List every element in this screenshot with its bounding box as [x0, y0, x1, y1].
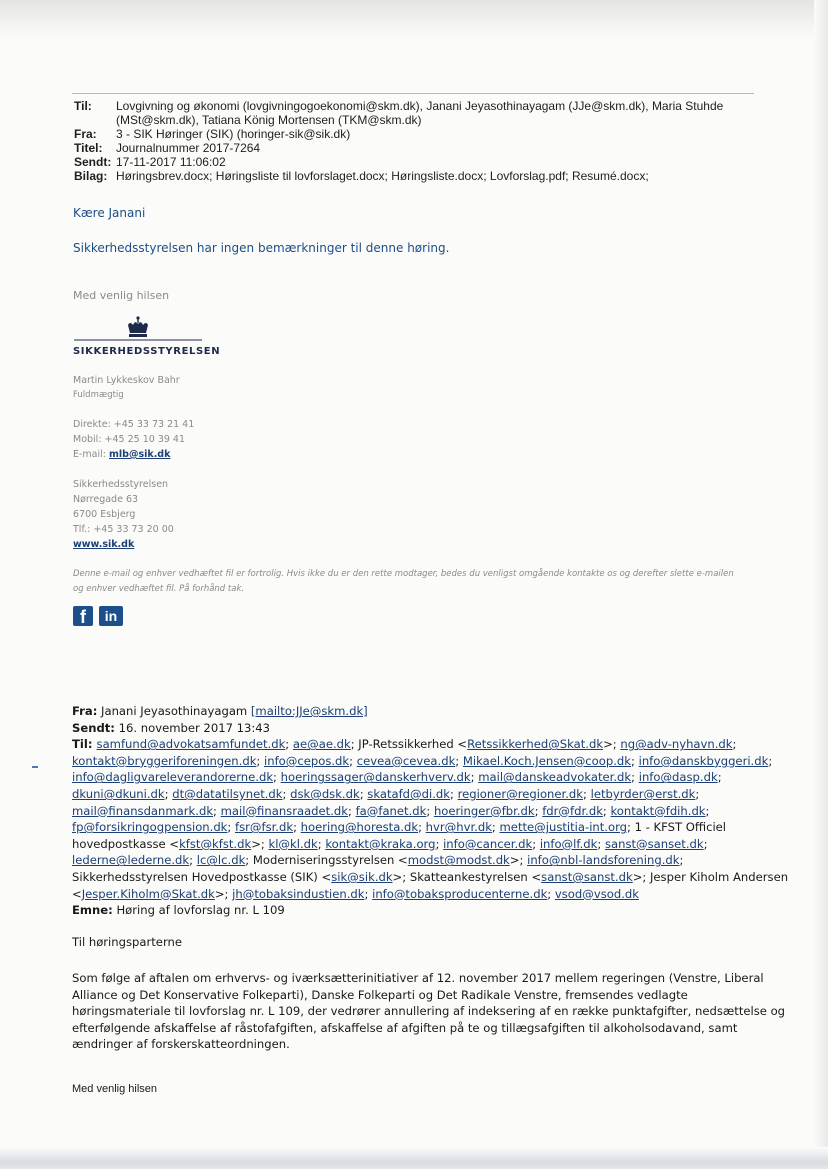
- fw-from-row: [72, 703, 762, 720]
- recipient-text: >;: [251, 836, 269, 851]
- recipient-text: ;: [449, 786, 458, 801]
- signature-direct: Direkte: +45 33 73 21 41: [73, 419, 195, 430]
- signature-name: Martin Lykkeskov Bahr: [73, 375, 180, 386]
- signature-org: Sikkerhedsstyrelsen: [73, 479, 169, 490]
- signature-web-row: [73, 537, 134, 552]
- recipient-text: ;: [164, 786, 173, 801]
- recipient-email-link[interactable]: modst@modst.dk: [407, 853, 510, 868]
- signature-email-link[interactable]: mlb@sik.dk: [109, 449, 171, 460]
- recipient-text: ;: [364, 886, 373, 901]
- scan-shadow-right: [814, 0, 828, 1169]
- recipient-email-link[interactable]: dkuni@dkuni.dk: [72, 786, 165, 801]
- recipient-email-link[interactable]: Retssikkerhed@Skat.dk: [467, 737, 604, 752]
- fw-body-line: ændringer af forskerskatteordningen.: [72, 1037, 290, 1052]
- fw-body-line: Som følge af aftalen om erhvervs- og iværksætterinitiativer af 12. november 2017 mellem regeringen (Venstre, Liberal: [72, 971, 764, 985]
- recipient-email-link[interactable]: info@dasp.dk: [638, 770, 718, 785]
- signature-city: 6700 Esbjerg: [73, 509, 136, 520]
- recipient-email-link[interactable]: info@cepos.dk: [264, 753, 350, 768]
- recipient-email-link[interactable]: lc@lc.dk: [196, 853, 246, 868]
- fw-to-line: [72, 819, 762, 836]
- recipient-text: ;: [717, 770, 722, 785]
- reply-statement: Sikkerhedsstyrelsen har ingen bemærkninger til denne høring.: [73, 241, 450, 255]
- recipient-text: ;: [547, 886, 555, 901]
- recipient-text: >;: [509, 853, 528, 868]
- recipient-text: hovedpostkasse <: [72, 836, 180, 851]
- recipient-email-link[interactable]: info@cancer.dk: [443, 836, 533, 851]
- recipient-text: ;: [359, 786, 368, 801]
- recipient-email-link[interactable]: mail@finansdanmark.dk: [72, 803, 214, 818]
- fw-to-line: [72, 753, 773, 770]
- fw-body-line: høringsmateriale til lovforslag nr. L 109, der vedrører annullering af indeksering af en række punktafgifter, nedsættelse og: [72, 1004, 786, 1019]
- recipient-text: >;: [603, 737, 621, 752]
- recipient-email-link[interactable]: vsod@vsod.dk: [554, 886, 639, 901]
- recipient-email-link[interactable]: kfst@kfst.dk: [179, 836, 252, 851]
- scan-mark: [32, 766, 38, 768]
- recipient-email-link[interactable]: lederne@lederne.dk: [72, 853, 190, 868]
- recipient-email-link[interactable]: regioner@regioner.dk: [457, 786, 583, 801]
- recipient-text: ;: [293, 820, 301, 835]
- recipient-email-link[interactable]: kontakt@fdih.dk: [610, 803, 706, 818]
- scan-shadow-top: [0, 0, 828, 40]
- recipient-text: ;: [426, 803, 434, 818]
- reply-salutation: Kære Janani: [73, 206, 146, 220]
- recipient-text: ; 1 - KFST Officiel: [627, 820, 727, 835]
- recipient-text: ;: [631, 753, 639, 768]
- recipient-text: ;: [695, 786, 700, 801]
- recipient-email-link[interactable]: samfund@advokatsamfundet.dk: [96, 737, 286, 752]
- confidentiality-disclaimer: Denne e-mail og enhver vedhæftet fil er fortrolig. Hvis ikke du er den rette modtager, bedes du venligst omgående kontakte os og derefter slette e-mailen og enhver vedhæftet fil. På forhånd tak.: [73, 569, 734, 594]
- recipient-text: ;: [597, 836, 605, 851]
- fw-to-line: [72, 736, 762, 753]
- recipient-email-link[interactable]: fdr@fdr.dk: [542, 803, 603, 818]
- recipient-text: ;: [768, 753, 773, 768]
- recipient-email-link[interactable]: hoering@horesta.dk: [300, 820, 419, 835]
- recipient-text: ;: [347, 803, 356, 818]
- recipient-email-link[interactable]: mette@justitia-int.org: [499, 820, 628, 835]
- recipient-email-link[interactable]: dt@datatilsynet.dk: [172, 786, 283, 801]
- recipient-email-link[interactable]: hoeringer@fbr.dk: [433, 803, 535, 818]
- fw-from-label: Fra:: [72, 704, 98, 718]
- signature-web-link[interactable]: www.sik.dk: [73, 539, 135, 550]
- recipient-text: ;: [491, 820, 500, 835]
- recipient-text: ;: [256, 753, 265, 768]
- linkedin-icon[interactable]: in: [99, 606, 123, 626]
- from-value: 3 - SIK Høringer (SIK) (horinger-sik@sik.dk): [116, 127, 351, 141]
- title-label: Titel:: [74, 141, 103, 155]
- recipient-text: ;: [679, 853, 684, 868]
- org-logo-text: SIKKERHEDSSTYRELSEN: [73, 346, 221, 357]
- recipient-email-link[interactable]: kl@kl.dk: [268, 836, 318, 851]
- recipient-text: ;: [418, 820, 426, 835]
- recipient-email-link[interactable]: mail@finansraadet.dk: [220, 803, 348, 818]
- recipient-email-link[interactable]: dsk@dsk.dk: [290, 786, 360, 801]
- recipient-text: ;: [583, 786, 591, 801]
- recipient-email-link[interactable]: cevea@cevea.dk: [356, 753, 456, 768]
- recipient-email-link[interactable]: fsr@fsr.dk: [235, 820, 294, 835]
- recipient-text: ;: [705, 803, 710, 818]
- signature-mobile: Mobil: +45 25 10 39 41: [73, 434, 186, 445]
- recipient-email-link[interactable]: hoeringssager@danskerhverv.dk: [280, 770, 471, 785]
- recipient-text: Sikkerhedsstyrelsen Hovedpostkasse (SIK) <: [72, 869, 332, 884]
- signature-role: Fuldmægtig: [73, 390, 124, 400]
- recipient-email-link[interactable]: Jesper.Kiholm@Skat.dk: [81, 886, 215, 901]
- recipient-email-link[interactable]: skatafd@di.dk: [367, 786, 450, 801]
- recipient-email-link[interactable]: fa@fanet.dk: [355, 803, 427, 818]
- recipient-email-link[interactable]: ng@adv-nyhavn.dk: [620, 737, 733, 752]
- fw-subject-value: Høring af lovforslag nr. L 109: [116, 903, 285, 918]
- recipient-email-link[interactable]: fp@forsikringogpension.dk: [72, 820, 228, 835]
- recipient-text: ;: [455, 753, 463, 768]
- from-label: Fra:: [74, 127, 97, 141]
- recipient-text: ;: [282, 786, 291, 801]
- recipient-email-link[interactable]: jh@tobaksindustien.dk: [232, 886, 365, 901]
- recipient-email-link[interactable]: kontakt@kraka.org: [325, 836, 436, 851]
- recipient-email-link[interactable]: sik@sik.dk: [331, 869, 393, 884]
- recipient-email-link[interactable]: info@lf.dk: [539, 836, 598, 851]
- recipient-text: ;: [703, 836, 708, 851]
- recipient-email-link[interactable]: letbyrder@erst.dk: [590, 786, 696, 801]
- fw-to-block: [72, 736, 789, 902]
- recipient-text: ;: [631, 770, 639, 785]
- recipient-text: ;: [470, 770, 479, 785]
- fw-sent-value: 16. november 2017 13:43: [118, 720, 271, 735]
- facebook-icon[interactable]: f: [73, 606, 93, 626]
- fw-to-line: [72, 886, 762, 903]
- sent-value: 17-11-2017 11:06:02: [116, 155, 226, 169]
- recipient-text: >; Jesper Kiholm Andersen: [632, 869, 789, 884]
- recipient-text: ; JP-Retssikkerhed <: [350, 737, 468, 752]
- fw-body-line: efterfølgende afskaffelse af råstofafgiften, afskaffelse af afgiften på te og tillægsafgiften til alkoholsodavand, samt: [72, 1020, 738, 1035]
- recipient-email-link[interactable]: Mikael.Koch.Jensen@coop.dk: [462, 753, 631, 768]
- recipient-email-link[interactable]: info@dagligvareleverandorerne.dk: [72, 770, 274, 785]
- sent-label: Sendt:: [74, 155, 112, 169]
- recipient-text: >;: [214, 886, 233, 901]
- fw-body: [72, 970, 785, 1053]
- recipient-email-link[interactable]: info@nbl-landsforening.dk: [527, 853, 680, 868]
- fw-to-line: [72, 836, 762, 853]
- recipient-text: ;: [532, 836, 540, 851]
- recipient-text: ;: [273, 770, 281, 785]
- recipient-email-link[interactable]: mail@danskeadvokater.dk: [478, 770, 632, 785]
- recipient-text: ;: [213, 803, 221, 818]
- signature-email-row: [73, 447, 170, 462]
- fw-to-line: [72, 852, 762, 869]
- to-value-line1: Lovgivning og økonomi (lovgivningogoekonomi@skm.dk), Janani Jeyasothinayagam (JJe@skm.dk), Maria Stuhde: [116, 99, 724, 113]
- signature-phone: Tlf.: +45 33 73 20 00: [73, 524, 174, 535]
- recipient-email-link[interactable]: info@tobaksproducenterne.dk: [372, 886, 548, 901]
- to-label: Til:: [74, 99, 92, 113]
- fw-closing: Med venlig hilsen: [72, 1083, 157, 1095]
- attachments-label: Bilag:: [74, 169, 108, 183]
- fw-subject-row: [72, 902, 762, 919]
- reply-greeting: Med venlig hilsen: [73, 289, 170, 302]
- recipient-email-link[interactable]: sanst@sanst.dk: [541, 869, 633, 884]
- fw-to-label: Til:: [72, 737, 97, 752]
- recipient-text: ; Moderniseringsstyrelsen <: [245, 853, 408, 868]
- recipient-text: ;: [534, 803, 543, 818]
- fw-body-line: Alliance og Det Konservative Folkeparti), Danske Folkeparti og Det Radikale Venstre, fremsendes vedlagte: [72, 987, 688, 1002]
- fw-sent-label: Sendt:: [72, 720, 115, 735]
- fw-to-line: [72, 803, 762, 820]
- recipient-text: ;: [189, 853, 197, 868]
- recipient-email-link[interactable]: ae@ae.dk: [292, 737, 351, 752]
- attachments-value[interactable]: Høringsbrev.docx; Høringsliste til lovforslaget.docx; Høringsliste.docx; Lovforslag.pdf; Resumé.docx;: [116, 169, 649, 183]
- recipient-email-link[interactable]: kontakt@bryggeriforeningen.dk: [72, 753, 257, 768]
- recipient-text: >; Skatteankestyrelsen <: [392, 869, 542, 884]
- header-divider: [72, 93, 754, 94]
- fw-subject-label: Emne:: [72, 903, 113, 918]
- to-value-line2: (MSt@skm.dk), Tatiana König Mortensen (TKM@skm.dk): [116, 113, 422, 127]
- recipient-text: <: [72, 886, 82, 901]
- recipient-text: ;: [317, 836, 326, 851]
- signature-email-label: E-mail:: [73, 449, 110, 460]
- fw-to-line: [72, 869, 789, 886]
- title-value: Journalnummer 2017-7264: [116, 141, 261, 155]
- recipient-text: ;: [435, 836, 444, 851]
- recipient-email-link[interactable]: info@danskbyggeri.dk: [638, 753, 769, 768]
- recipient-text: ;: [602, 803, 611, 818]
- fw-to-line: [72, 786, 762, 803]
- recipient-email-link[interactable]: sanst@sanset.dk: [604, 836, 704, 851]
- fw-to-line: [72, 769, 762, 786]
- fw-salutation: Til høringsparterne: [72, 935, 182, 949]
- fw-from-link[interactable]: [mailto:JJe@skm.dk]: [250, 704, 368, 718]
- recipient-text: ;: [285, 737, 293, 752]
- fw-sent-row: [72, 720, 762, 737]
- scan-shadow-bottom: [0, 1147, 828, 1169]
- recipient-text: ;: [732, 737, 737, 752]
- recipient-text: ;: [227, 820, 235, 835]
- recipient-text: ;: [349, 753, 357, 768]
- signature-street: Nørregade 63: [73, 494, 139, 505]
- fw-from-name: Janani Jeyasothinayagam: [101, 704, 251, 718]
- recipient-email-link[interactable]: hvr@hvr.dk: [425, 820, 492, 835]
